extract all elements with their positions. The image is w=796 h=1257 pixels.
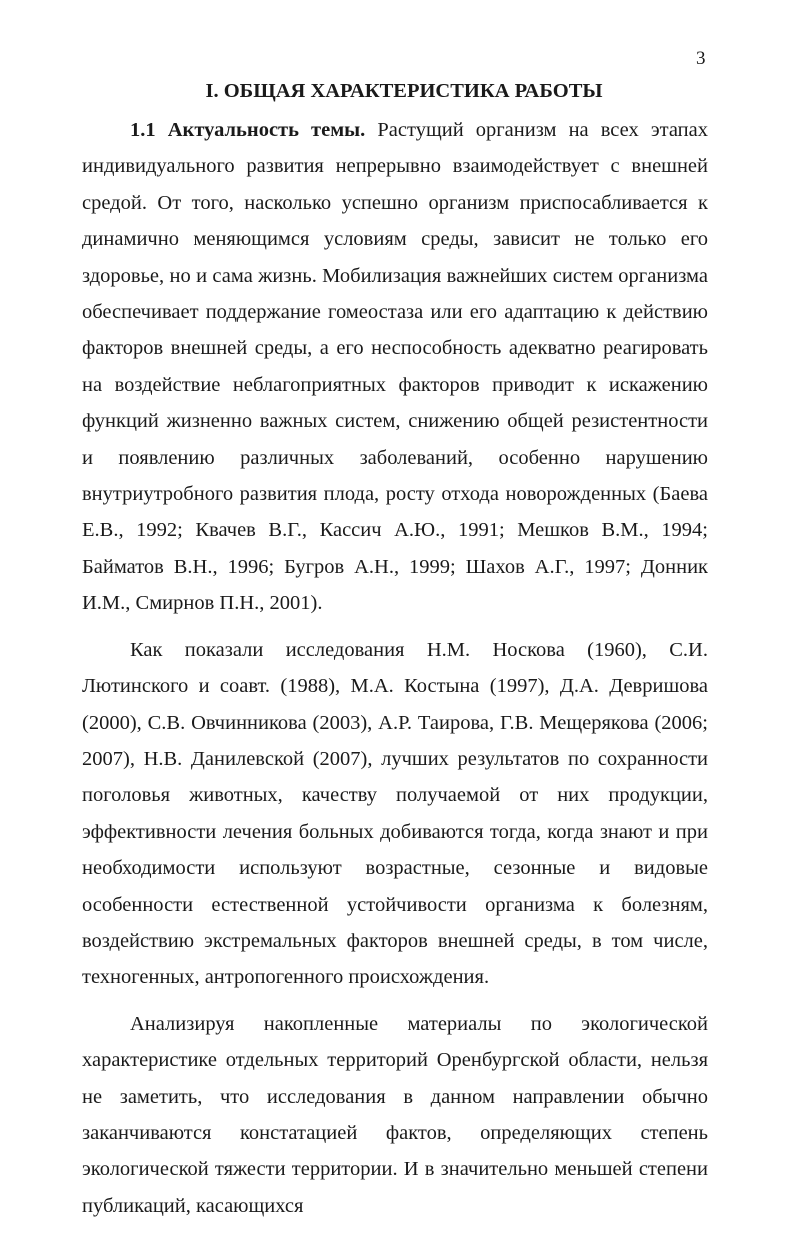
paragraph-relevance-text: Растущий организм на всех этапах индивидуального развития непрерывно взаимодействует с внешней средой. От того, насколько успешно организм приспосабливается к динамично меняющимся условиям среды, зависит не только его здоровье, но и сама жизнь. Мобилизация важнейших систем организма обеспечивает поддержание гомеостаза или его адаптацию к действию факторов внешней среды, а его неспособность адекватно реагировать на воздействие неблагоприятных факторов приводит к искажению функций жизненно важных систем, снижению общей резистентности и появлению различных заболеваний, особенно нарушению внутриутробного развития плода, росту отхода новорожденных (Баева Е.В., 1992; Квачев В.Г., Кассич А.Ю., 1991; Мешков В.М., 1994; Байматов В.Н., 1996; Бугров А.Н., 1999; Шахов А.Г., 1997; Донник И.М., Смирнов П.Н., 2001). [82,119,708,615]
section-title: I. ОБЩАЯ ХАРАКТЕРИСТИКА РАБОТЫ [205,80,603,102]
paragraph-relevance [82,112,708,622]
subsection-heading: 1.1 Актуальность темы. [130,119,366,141]
paragraph-research: Как показали исследования Н.М. Носкова (1960), С.И. Лютинского и соавт. (1988), М.А. Костына (1997), Д.А. Девришова (2000), С.В. Овчинникова (2003), А.Р. Таирова, Г.В. Мещерякова (2006; 2007), Н.В. Данилевской (2007), лучших результатов по сохранности поголовья животных, качеству получаемой от них продукции, эффективности лечения больных добиваются тогда, когда знают и при необходимости используют возрастные, сезонные и видовые особенности естественной устойчивости организма к болезням, воздействию экстремальных факторов внешней среды, в том числе, техногенных, антропогенного происхождения. [82,638,708,989]
body-text [82,112,708,1224]
paragraph-analysis: Анализируя накопленные материалы по экологической характеристике отдельных территорий Оренбургской области, нельзя не заметить, что исследования в данном направлении обычно заканчиваются констатацией фактов, определяющих степень экологической тяжести территории. И в значительно меньшей степени публикаций, касающихся [82,1012,708,1217]
page-number: 3 [696,48,706,69]
